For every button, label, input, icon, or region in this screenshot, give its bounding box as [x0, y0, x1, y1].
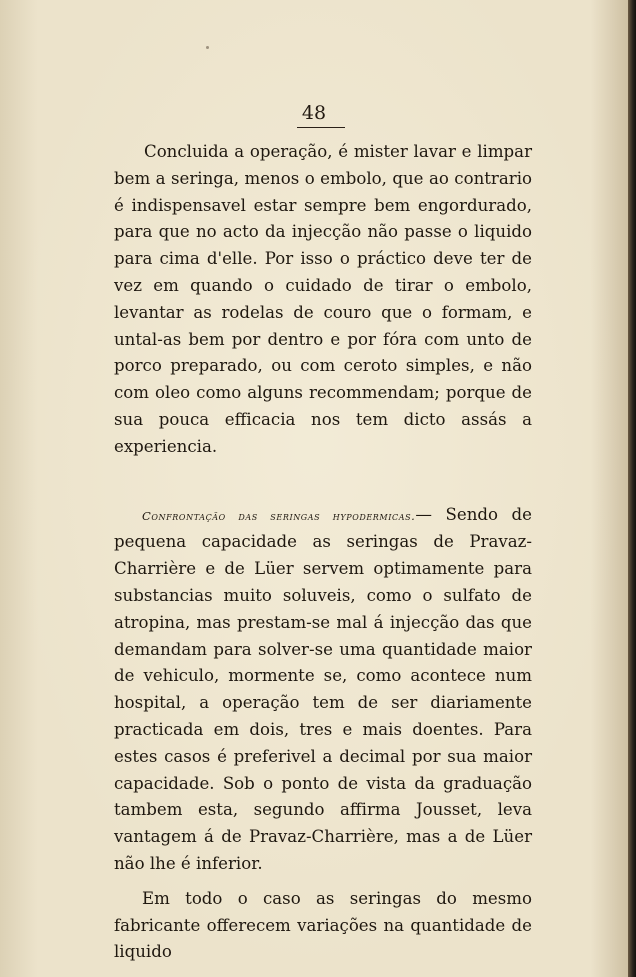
paragraph-text: Concluida a operação, é mister lavar e limpar bem a seringa, menos o embolo, que ao contrario é indispensavel estar sempre bem engordurado, para que no acto da injecção não passe o liquido para cima d'elle. Por isso o práctico deve ter de vez em quando o cuidado de tirar o embolo, levantar as rodelas de couro que o formam, e untal-as bem por dentro e por fóra com unto de porco preparado, ou com ceroto simples, e não com oleo como alguns recommendam; porque de sua pouca efficacia nos tem dicto assás a experiencia.	[114, 142, 532, 456]
page-number-rule	[297, 127, 345, 128]
paper-speck	[206, 46, 209, 49]
paragraph-cleaning	[114, 139, 532, 461]
page-number: 48	[301, 102, 327, 124]
book-spine-edge	[628, 0, 636, 977]
paragraph-comparison	[114, 502, 532, 878]
paragraph-variations	[114, 886, 532, 966]
paper-speck	[302, 596, 304, 598]
body-text	[114, 139, 532, 966]
paragraph-text: — Sendo de pequena capacidade as seringas de Pravaz-Charrière e de Lüer servem optimamente para substancias muito soluveis, como o sulfato de atropina, mas prestam-se mal á injecção das que demandam para solver-se uma quantidade maior de vehiculo, mormente se, como acontece num hospital, a operação tem de ser diariamente practicada em dois, tres e mais doentes. Para estes casos é preferivel a decimal por sua maior capacidade. Sob o ponto de vista da graduação tambem esta, segundo affirma Jousset, leva vantagem á de Pravaz-Charrière, mas a de Lüer não lhe é inferior.	[114, 504, 532, 873]
section-heading: Confrontação das seringas hypodermicas.	[142, 508, 416, 523]
paragraph-text: Em todo o caso as seringas do mesmo fabricante offerecem variações na quantidade de liquido	[114, 888, 532, 962]
